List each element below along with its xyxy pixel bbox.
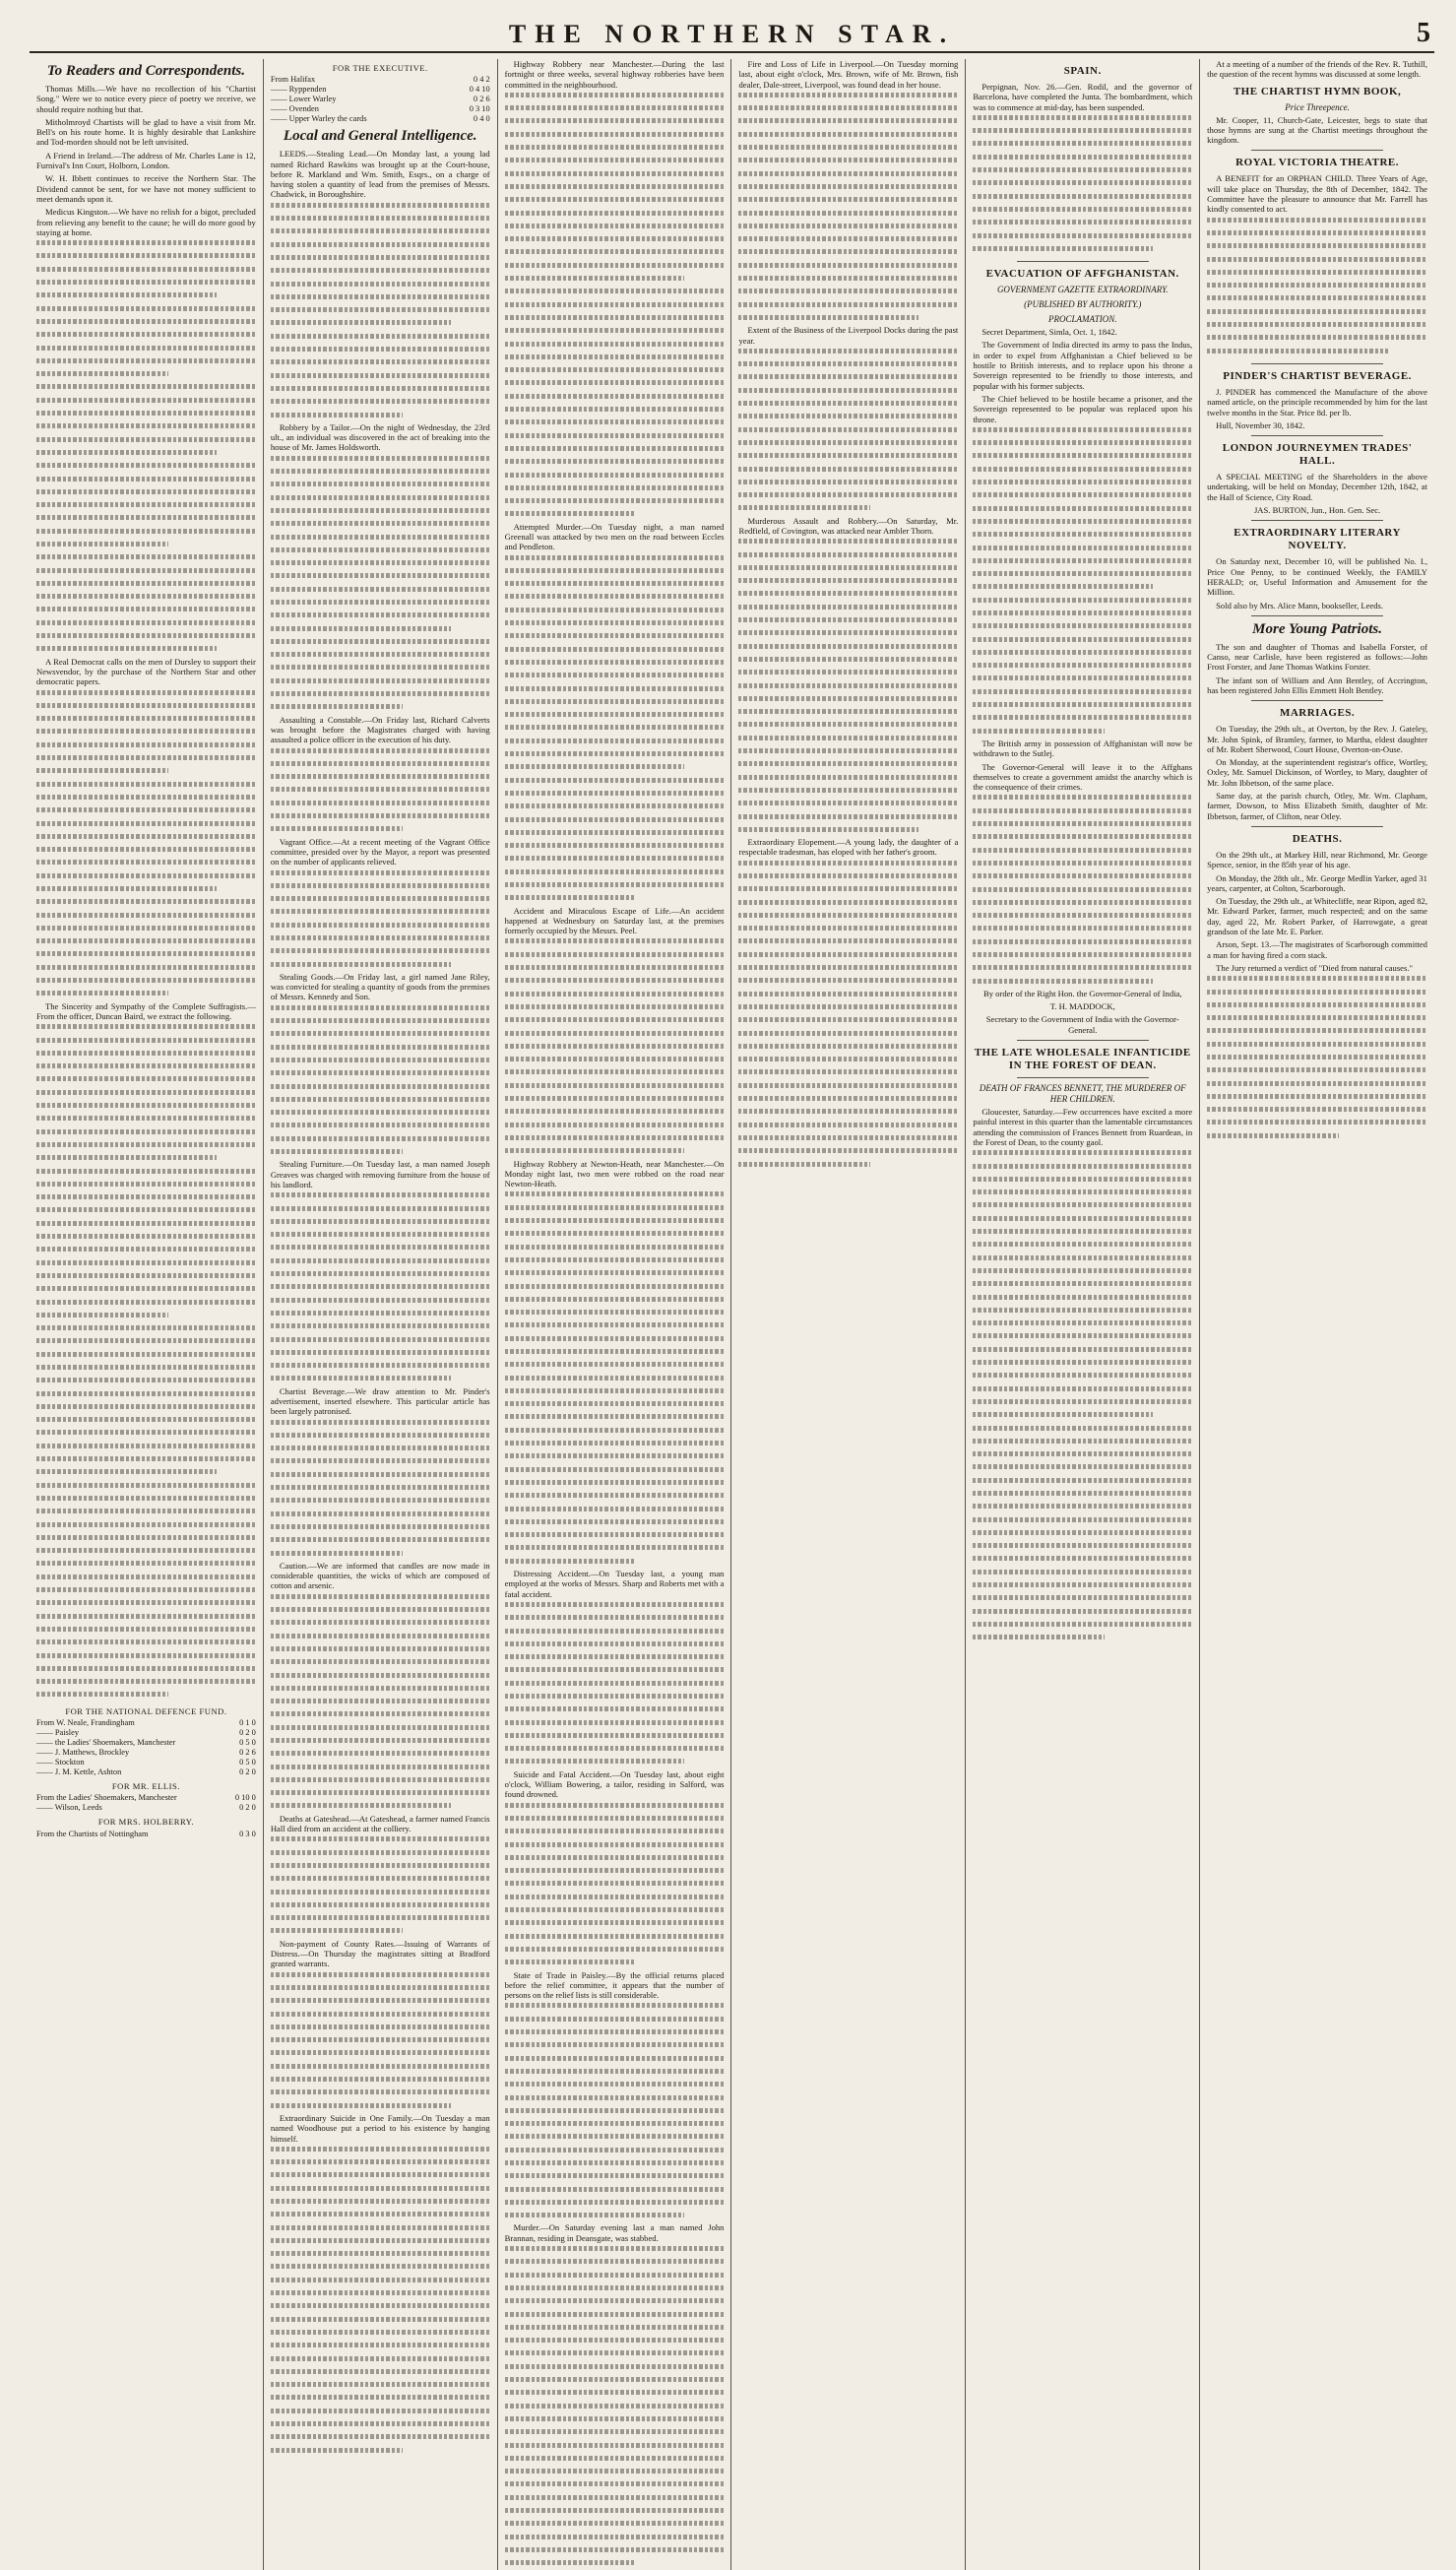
table-row: [36, 1738, 256, 1748]
divider: [1251, 520, 1383, 521]
amount-cell: 0 2 0: [239, 1728, 256, 1737]
holberry-fund-table: [36, 1830, 256, 1839]
body-text-block: [505, 2246, 725, 2570]
donor-cell: —— Upper Warley the cards: [270, 114, 367, 124]
news-item: Gloucester, Saturday.—Few occurrences have excited a more painful interest in this quarter than the lamentable circumstances attending the commission of Frances Bennett from Ruardean, in the Forest of Dean, to the county gaol.: [973, 1107, 1193, 1147]
divider: [1017, 1040, 1149, 1041]
amount-cell: 0 4 10: [469, 85, 490, 95]
body-text-block: [271, 1972, 490, 2113]
amount-cell: 0 2 0: [239, 1803, 256, 1813]
death-entry: On the 29th ult., at Markey Hill, near Richmond, Mr. George Spence, senior, in the 85th year of his age.: [1207, 849, 1427, 870]
correspondent-note: A Friend in Ireland.—The address of Mr. Charles Lane is 12, Furnival's Inn Court, Holborn, London.: [36, 150, 256, 171]
correspondent-note: W. H. Ibbett continues to receive the Northern Star. The Dividend cannot be sent, for we have not money sufficient to meet demands upon it.: [36, 173, 256, 204]
body-text-block: [505, 93, 725, 522]
body-text-block: [271, 203, 490, 422]
holberry-fund-heading: FOR MRS. HOLBERRY.: [97, 1817, 195, 1828]
death-entry: On Monday, the 28th ult., Mr. George Medlin Yarker, aged 31 years, carpenter, at Colton, Scarborough.: [1207, 872, 1427, 893]
table-row: [271, 114, 490, 124]
proclamation-text: The British army in possession of Affghanistan will now be withdrawn to the Sutlej.: [973, 738, 1193, 759]
divider: [1017, 1077, 1149, 1078]
marriage-entry: Same day, at the parish church, Otley, Mr. Wm. Clapham, farmer, Dowson, to Miss Elizabeth Smith, daughter of Mr. Ibbetson, farmer, of Clifton, near Otley.: [1207, 791, 1427, 821]
authority-subheading: (PUBLISHED BY AUTHORITY.): [1024, 299, 1142, 310]
amount-cell: 0 4 2: [473, 75, 490, 85]
news-item: Perpignan, Nov. 26.—Gen. Rodil, and the governor of Barcelona, have completed the Junta. The bombardment, which was to commence at mid-day, has been suspended.: [973, 82, 1193, 112]
proclamation-subheading: PROCLAMATION.: [1048, 314, 1117, 325]
news-item: At a meeting of a number of the friends of the Rev. R. Tuthill, the question of the recent hymns was discussed at some length.: [1207, 59, 1427, 80]
body-text-block: [1207, 218, 1427, 358]
proclamation-text: Secret Department, Simla, Oct. 1, 1842.: [981, 327, 1117, 338]
news-item: State of Trade in Paisley.—By the official returns placed before the relief committee, it appears that the number of persons on the relief lists is still considerable.: [504, 1969, 725, 2001]
body-text-block: [505, 1803, 725, 1970]
body-text-block: [271, 2147, 490, 2458]
body-text-block: [271, 870, 490, 972]
body-text-block: [271, 1420, 490, 1561]
body-text-block: [271, 456, 490, 715]
table-row: [36, 1718, 256, 1728]
body-text-block: [505, 2003, 725, 2222]
divider: [1251, 700, 1383, 701]
local-intelligence-heading: Local and General Intelligence.: [283, 128, 477, 145]
infanticide-subheading: DEATH OF FRANCES BENNETT, THE MURDERER OF HER CHILDREN.: [979, 1083, 1186, 1105]
spain-heading: SPAIN.: [1063, 65, 1102, 77]
proclamation-text: The Governor-General will leave it to the Affghans themselves to create a government amidst the anarchy which is the consequence of their crimes.: [973, 761, 1193, 793]
donor-cell: From Halifax: [270, 75, 316, 85]
amount-cell: 0 2 6: [239, 1748, 256, 1757]
donor-cell: From the Ladies' Shoemakers, Manchester: [36, 1793, 177, 1803]
news-item: Fire and Loss of Life in Liverpool.—On Tuesday morning last, about eight o'clock, Mrs. Brown, wife of Mr. Brown, fish dealer, Dale-street, Liverpool, was found dead in her house.: [738, 59, 959, 90]
patriot-entry: The infant son of William and Ann Bentley, of Accrington, has been registered John Ellis Emmett Holt Bentley.: [1207, 675, 1427, 695]
body-text-block: [271, 1005, 490, 1160]
news-item: Extraordinary Elopement.—A young lady, the daughter of a respectable tradesman, has eloped with her father's groom.: [738, 837, 959, 858]
body-text-block: [973, 1150, 1192, 1644]
body-text-block: [271, 748, 490, 837]
column-6: [1200, 59, 1434, 2570]
table-row: [271, 104, 490, 114]
infanticide-heading: THE LATE WHOLESALE INFANTICIDE IN THE FOREST OF DEAN.: [974, 1047, 1191, 1072]
news-item: Murder.—On Saturday evening last a man named John Brannan, residing in Deansgate, was stabbed.: [504, 2222, 725, 2243]
news-item: Chartist Beverage.—We draw attention to Mr. Pinder's advertisement, inserted elsewhere. This particular article has been largely patronised.: [270, 1385, 490, 1417]
literary-novelty-heading: EXTRAORDINARY LITERARY NOVELTY.: [1234, 527, 1401, 552]
proclamation-secretary: Secretary to the Government of India with the Governor-General.: [985, 1014, 1179, 1035]
body-text-block: [36, 240, 256, 657]
table-row: [271, 85, 490, 95]
divider: [1251, 150, 1383, 151]
executive-fund-heading: FOR THE EXECUTIVE.: [332, 63, 428, 73]
body-text-block: [505, 938, 725, 1158]
trades-hall-heading: LONDON JOURNEYMEN TRADES' HALL.: [1222, 442, 1413, 468]
young-patriots-heading: More Young Patriots.: [1252, 620, 1382, 637]
body-text-block: [505, 1602, 725, 1769]
table-row: [36, 1758, 256, 1767]
death-entry: On Tuesday, the 29th ult., at Whitecliffe, near Ripon, aged 82, Mr. Edward Parker, farmer, much respected; and on the same day, aged 22, Mr. Robert Parker, of Harrowgate, a great grandson of the late Mr. E. Parker.: [1207, 896, 1427, 937]
advertisement-signature: JAS. BURTON, Jun., Hon. Gen. Sec.: [1253, 505, 1381, 516]
news-item: LEEDS.—Stealing Lead.—On Monday last, a young lad named Richard Rawkins was brought up at the Court-house, before R. Markland and Wm. Smith, Esqrs., on a charge of having stolen a quantity of lead from the premises of Messrs. Chadwick, in Boroughshire.: [270, 149, 490, 200]
column-1: [30, 59, 264, 2570]
divider: [1251, 826, 1383, 827]
donor-cell: —— Ryppenden: [270, 85, 327, 95]
table-row: [36, 1793, 256, 1803]
column-5: [966, 59, 1200, 2570]
defence-fund-heading: FOR THE NATIONAL DEFENCE FUND.: [65, 1705, 227, 1716]
amount-cell: 0 5 0: [239, 1758, 256, 1767]
table-row: [36, 1767, 256, 1777]
amount-cell: 0 4 0: [473, 114, 490, 124]
marriage-entry: On Tuesday, the 29th ult., at Overton, by the Rev. J. Gateley, Mr. John Spink, of Bramley, farmer, to Martha, eldest daughter of Mr. Robert Sherwood, Court House, Overton-on-Ouse.: [1207, 724, 1427, 754]
donor-cell: —— J. Matthews, Brockley: [36, 1748, 130, 1757]
correspondent-note: The Sincerity and Sympathy of the Complete Suffragists.—From the officer, Duncan Baird, we extract the following.: [36, 1000, 256, 1021]
deaths-heading: DEATHS.: [1292, 832, 1343, 845]
advertisement-text: Mr. Cooper, 11, Church-Gate, Leicester, begs to state that those hymns are sung at the Chartist meetings throughout the kingdom.: [1207, 114, 1427, 146]
executive-fund-table: [271, 75, 490, 124]
masthead: [30, 14, 1434, 53]
advertisement-text: A SPECIAL MEETING of the Shareholders in the above undertaking, will be held on Monday, December 12th, 1842, at the Hall of Science, City Road.: [1207, 472, 1427, 502]
donor-cell: —— Ovenden: [270, 104, 319, 114]
body-text-block: [271, 1836, 490, 1938]
proclamation-text: The Government of India directed its army to pass the Indus, in order to expel from Affghanistan a Chief believed to be hostile to British interests, and to replace upon his throne a Sovereign represented to be friendly to those interests, and popular with his former subjects.: [973, 340, 1193, 391]
news-item: Deaths at Gateshead.—At Gateshead, a farmer named Francis Hall died from an accident at the colliery.: [270, 1813, 490, 1834]
advertisement-text: A BENEFIT for an ORPHAN CHILD. Three Years of Age, will take place on Thursday, the 8th of December, 1842. The Committee have the pleasure to announce that Mr. Farrell has kindly consented to act.: [1207, 173, 1427, 215]
divider: [1251, 363, 1383, 364]
body-text-block: [1207, 976, 1427, 1143]
news-item: Highway Robbery near Manchester.—During the last fortnight or three weeks, several highway robberies have been committed in the neighbourhood.: [504, 59, 725, 90]
news-item: Suicide and Fatal Accident.—On Tuesday last, about eight o'clock, William Bowering, a tailor, residing in Salford, was found drowned.: [504, 1768, 725, 1800]
table-row: [36, 1803, 256, 1813]
news-item: Attempted Murder.—On Tuesday night, a man named Greenall was attacked by two men on the road between Eccles and Pendleton.: [504, 521, 725, 552]
amount-cell: 0 2 0: [239, 1767, 256, 1776]
table-row: [36, 1728, 256, 1738]
news-item: Extraordinary Suicide in One Family.—On Tuesday a man named Woodhouse put a period to his existence by hanging himself.: [270, 2112, 490, 2144]
body-text-block: [738, 861, 958, 1172]
correspondent-note: Medicus Kingston.—We have no relish for a bigot, precluded from relieving any benefit to the cause; he will do more good by staying at home.: [36, 207, 256, 237]
proclamation-text: The Chief believed to be hostile became a prisoner, and the Sovereign represented to be popular was replaced upon his throne.: [973, 393, 1193, 424]
hymn-book-price: Price Threepence.: [1285, 101, 1350, 112]
news-item: Stealing Goods.—On Friday last, a girl named Jane Riley, was convicted for stealing a quantity of goods from the premises of Messrs. Kennedy and Son.: [270, 971, 490, 1002]
ellis-fund-heading: FOR MR. ELLIS.: [111, 1781, 180, 1791]
pinder-beverage-heading: PINDER'S CHARTIST BEVERAGE.: [1223, 369, 1412, 382]
news-item: Assaulting a Constable.—On Friday last, Richard Calverts was brought before the Magistrates charged with having assaulted a police officer in the execution of his duty.: [270, 714, 490, 745]
table-row: [271, 75, 490, 85]
news-item: The Jury returned a verdict of "Died from natural causes.": [1216, 962, 1413, 973]
news-item: Highway Robbery at Newton-Heath, near Manchester.—On Monday night last, two men were robbed on the road near Newton-Heath.: [504, 1158, 725, 1189]
marriage-entry: On Monday, at the superintendent registrar's office, Wortley, Oxley, Mr. Samuel Dickinson, of Wortley, to Mary, daughter of Mr. John Ibbetson, of the same place.: [1207, 757, 1427, 788]
divider: [1251, 435, 1383, 436]
hymn-book-heading: THE CHARTIST HYMN BOOK,: [1233, 85, 1402, 97]
marriages-heading: MARRIAGES.: [1279, 707, 1356, 720]
news-item: Extent of the Business of the Liverpool Docks during the past year.: [738, 325, 959, 346]
body-text-block: [973, 115, 1192, 256]
amount-cell: 0 2 6: [473, 95, 490, 104]
amount-cell: 0 3 10: [469, 104, 490, 114]
news-item: Caution.—We are informed that candles are now made in considerable quantities, the wicks of which are composed of cotton and arsenic.: [270, 1560, 490, 1591]
divider: [1017, 261, 1149, 262]
news-item: Murderous Assault and Robbery.—On Saturday, Mr. Redfield, of Covington, was attacked near Ambler Thorn.: [738, 515, 959, 536]
page-number: 5: [1417, 18, 1430, 48]
correspondents-heading: To Readers and Correspondents.: [46, 63, 245, 79]
body-text-block: [973, 427, 1192, 739]
correspondent-note: A Real Democrat calls on the men of Dursley to support their Newsvendor, by the purchase of the Northern Star and other democratic papers.: [36, 656, 256, 687]
body-text-block: [973, 795, 1192, 988]
body-text-block: [505, 1191, 725, 1569]
body-text-block: [271, 1192, 490, 1385]
body-text-block: [36, 1024, 256, 1702]
body-text-block: [36, 690, 256, 1001]
column-4: [731, 59, 966, 2570]
defence-fund-table: [36, 1718, 256, 1777]
news-item: Distressing Accident.—On Tuesday last, a young man employed at the works of Messrs. Sharp and Roberts met with a fatal accident.: [504, 1569, 725, 1599]
news-item: Accident and Miraculous Escape of Life.—An accident happened at Wednesbury on Saturday last, at the premises formerly occupied by the Messrs. Peel.: [504, 905, 725, 936]
column-3: [498, 59, 732, 2570]
proclamation-signoff: By order of the Right Hon. the Governor-General of India,: [983, 988, 1182, 998]
ellis-fund-table: [36, 1793, 256, 1813]
advertisement-signature: Hull, November 30, 1842.: [1216, 419, 1305, 430]
advertisement-signature: Sold also by Mrs. Alice Mann, bookseller, Leeds.: [1216, 600, 1383, 610]
table-row: [36, 1830, 256, 1839]
body-text-block: [738, 539, 958, 837]
advertisement-text: J. PINDER has commenced the Manufacture of the above named article, on the principle recommended by him for the last twelve months in the Star. Price 8d. per lb.: [1207, 386, 1427, 418]
table-row: [271, 95, 490, 104]
body-text-block: [505, 555, 725, 906]
gazette-subheading: GOVERNMENT GAZETTE EXTRAORDINARY.: [996, 285, 1169, 295]
news-item: Stealing Furniture.—On Tuesday last, a man named Joseph Greaves was charged with removing furniture from the house of his landlord.: [270, 1159, 490, 1189]
proclamation-signature: T. H. MADDOCK,: [1049, 1001, 1115, 1012]
amount-cell: 0 3 0: [239, 1829, 256, 1838]
news-item: Arson, Sept. 13.—The magistrates of Scarborough committed a man for having fired a corn stack.: [1207, 939, 1427, 960]
donor-cell: —— Paisley: [36, 1728, 80, 1737]
amount-cell: 0 5 0: [239, 1738, 256, 1747]
amount-cell: 0 1 0: [239, 1718, 256, 1727]
donor-cell: From W. Neale, Frandingham: [36, 1718, 135, 1727]
table-row: [36, 1748, 256, 1758]
donor-cell: —— the Ladies' Shoemakers, Manchester: [36, 1738, 176, 1747]
donor-cell: —— J. M. Kettle, Ashton: [36, 1767, 122, 1776]
news-item: Robbery by a Tailor.—On the night of Wednesday, the 23rd ult., an individual was discovered in the act of breaking into the house of Mr. James Holdsworth.: [270, 421, 490, 453]
body-text-block: [271, 1594, 490, 1814]
correspondent-note: Mitholmroyd Chartists will be glad to have a visit from Mr. Bell's on his route home. It is highly desirable that Lankshire and Tod-morden should not be left unvisited.: [36, 116, 256, 148]
body-text-block: [738, 349, 958, 516]
patriot-entry: The son and daughter of Thomas and Isabella Forster, of Canso, near Carlisle, have been registered as follows:—John Frost Forster, and Jane Thomas Watkins Forster.: [1207, 641, 1427, 673]
body-text-block: [738, 93, 958, 325]
amount-cell: 0 10 0: [234, 1793, 256, 1803]
donor-cell: —— Lower Warley: [270, 95, 337, 104]
donor-cell: —— Wilson, Leeds: [36, 1803, 102, 1813]
news-item: Vagrant Office.—At a recent meeting of the Vagrant Office committee, presided over by the Mayor, a report was presented on the number of applicants relieved.: [270, 836, 490, 867]
news-item: Non-payment of County Rates.—Issuing of Warrants of Distress.—On Thursday the magistrates sitting at Bradford granted warrants.: [270, 1938, 490, 1969]
columns: [30, 59, 1434, 2243]
divider: [1251, 615, 1383, 616]
affghanistan-heading: EVACUATION OF AFFGHANISTAN.: [985, 268, 1179, 281]
advertisement-text: On Saturday next, December 10, will be published No. I., Price One Penny, to be continued Weekly, the FAMILY HERALD; or, Useful Information and Amusement for the Million.: [1207, 556, 1427, 598]
correspondent-note: Thomas Mills.—We have no recollection of his "Chartist Song." Were we to notice every piece of poetry we receive, we should require nothing but that.: [36, 84, 256, 114]
victoria-theatre-heading: ROYAL VICTORIA THEATRE.: [1235, 157, 1399, 169]
donor-cell: From the Chartists of Nottingham: [36, 1829, 149, 1838]
newspaper-title: THE NORTHERN STAR.: [508, 20, 956, 48]
donor-cell: —— Stockton: [36, 1758, 85, 1767]
column-2: [264, 59, 498, 2570]
